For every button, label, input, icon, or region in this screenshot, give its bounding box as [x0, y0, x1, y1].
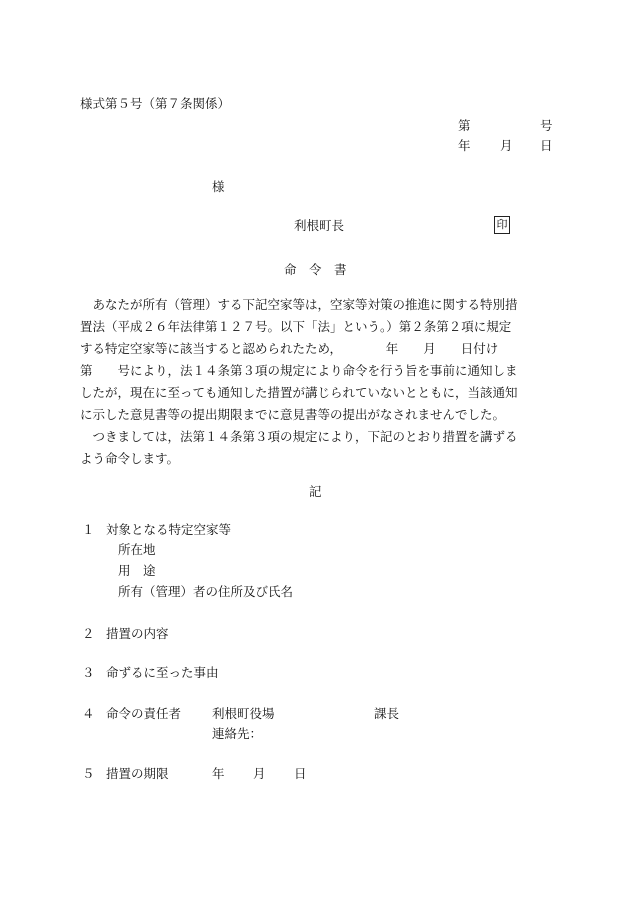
item-5-label: 措置の期限 [106, 766, 169, 781]
body-line: に示した意見書等の提出期限までに意見書等の提出がなされませんでした。 [80, 407, 506, 422]
seal-mark: 印 [494, 216, 510, 234]
item-4-contact: 連絡先： [212, 726, 263, 741]
item-4-label: 命令の責任者 [106, 706, 182, 721]
item-5-number: ５ [82, 766, 95, 781]
body-line: 置法（平成２６年法律第１２７号。以下「法」という。）第２条第２項に規定 [80, 319, 512, 334]
body-line: 第 号により，法１４条第３項の規定により命令を行う旨を事前に通知しま [80, 363, 518, 378]
date-month-label: 月 [500, 138, 513, 153]
item-1-owner-label: 所有（管理）者の住所及び氏名 [118, 584, 294, 599]
body-line: あなたが所有（管理）する下記空家等は，空家等対策の推進に関する特別措 [80, 297, 518, 312]
document-title: 命 令 書 [284, 262, 347, 277]
body-line: する特定空家等に該当すると認められたため， 年 月 日付け [80, 341, 499, 356]
body-paragraph [80, 294, 555, 470]
item-1-location-label: 所在地 [118, 542, 156, 557]
document-number-prefix: 第 [458, 118, 471, 133]
item-4-number: ４ [82, 706, 95, 721]
item-3-label: 命ずるに至った事由 [106, 665, 219, 680]
item-3-number: ３ [82, 665, 95, 680]
date-day-label: 日 [540, 138, 553, 153]
issuer-name: 利根町長 [294, 218, 345, 233]
body-line: つきましては，法第１４条第３項の規定により，下記のとおり措置を講ずる [80, 429, 518, 444]
item-1-use-label: 用 途 [118, 563, 156, 578]
item-1-number: １ [82, 522, 95, 537]
item-2-label: 措置の内容 [106, 626, 169, 641]
body-line: よう命令します。 [80, 451, 180, 466]
body-line: したが，現在に至っても通知した措置が講じられていないとともに，当該通知 [80, 385, 518, 400]
item-4-title: 課長 [374, 706, 400, 721]
item-5-day: 日 [294, 766, 307, 781]
form-number-label: 様式第５号（第７条関係） [80, 96, 231, 111]
item-2-number: ２ [82, 626, 95, 641]
ki-heading: 記 [309, 484, 322, 499]
item-1-label: 対象となる特定空家等 [106, 522, 232, 537]
document-number-suffix: 号 [540, 118, 553, 133]
item-4-office: 利根町役場 [212, 706, 275, 721]
date-year-label: 年 [458, 138, 471, 153]
item-5-year: 年 [212, 766, 225, 781]
addressee-honorific: 様 [212, 179, 225, 194]
item-5-month: 月 [253, 766, 266, 781]
